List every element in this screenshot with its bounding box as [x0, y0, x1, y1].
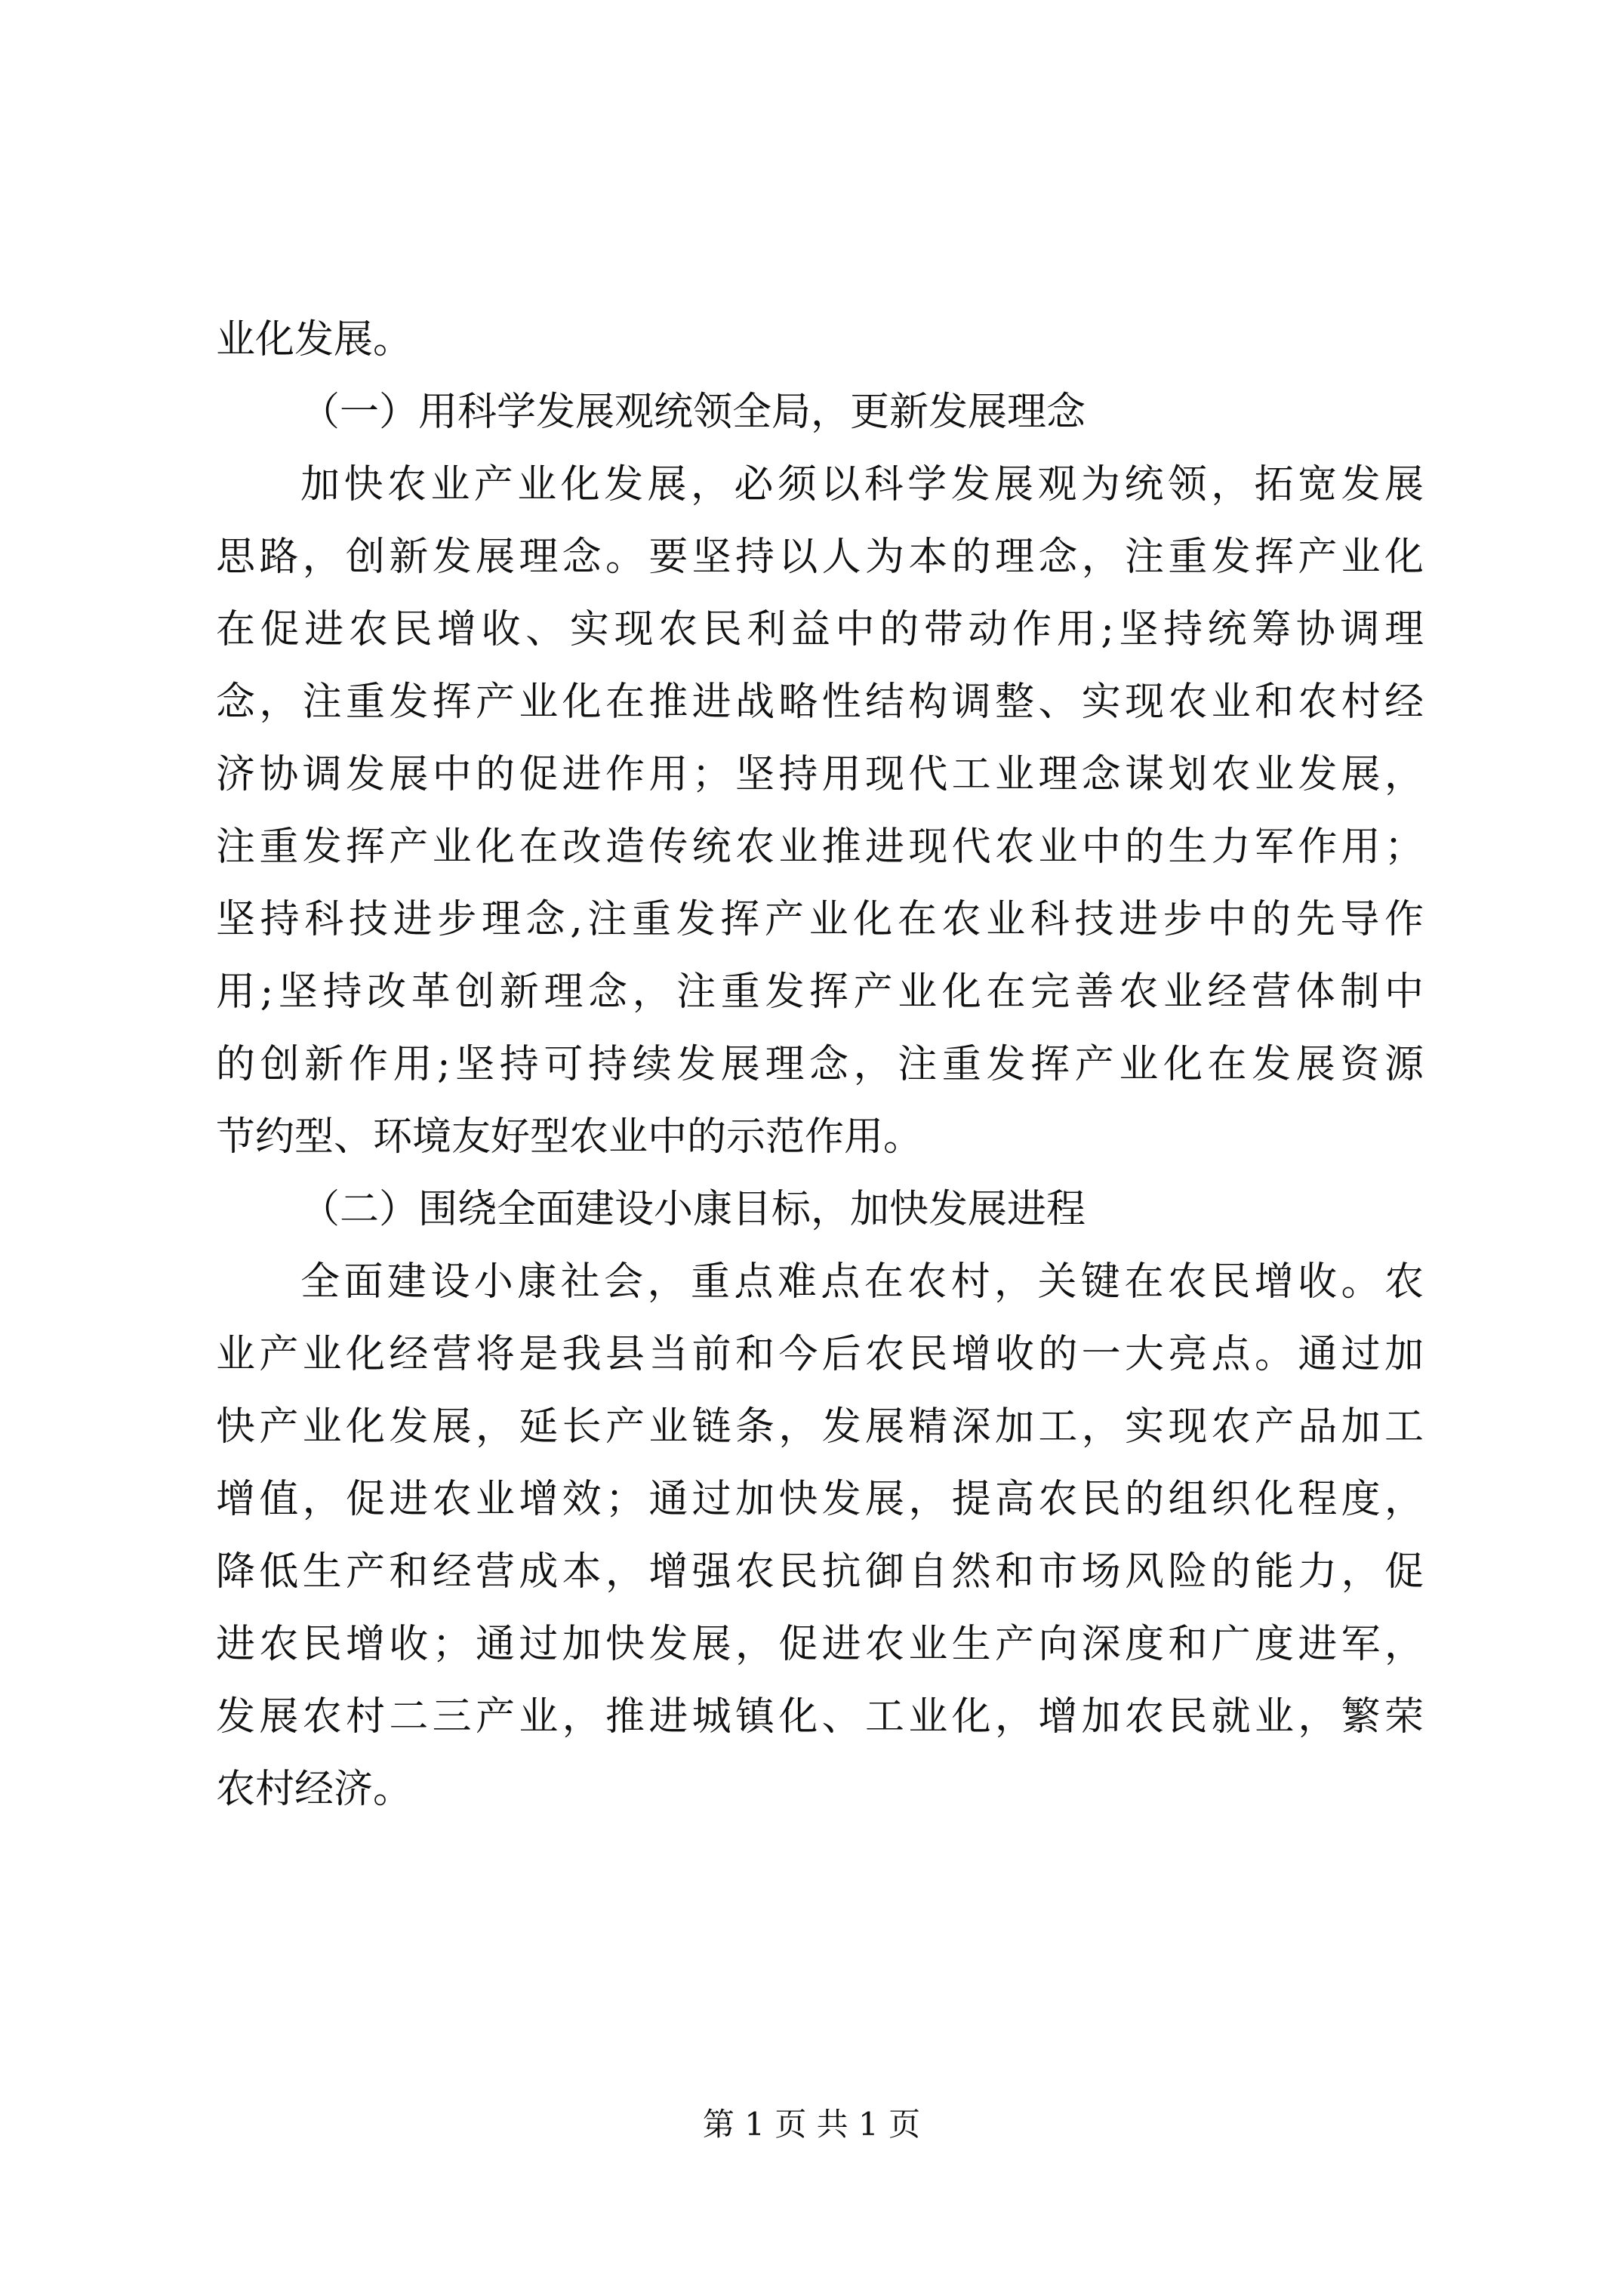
paragraph-line: 业化发展。: [216, 317, 413, 362]
paragraph-line: 济协调发展中的促进作用；坚持用现代工业理念谋划农业发展，: [216, 752, 1424, 797]
section-heading: （二）围绕全面建设小康目标，加快发展进程: [300, 1187, 1086, 1232]
paragraph-line: 用;坚持改革创新理念，注重发挥产业化在完善农业经营体制中: [216, 969, 1424, 1015]
section-heading: （一）用科学发展观统领全局，更新发展理念: [300, 390, 1086, 435]
paragraph-line: 增值，促进农业增效；通过加快发展，提高农民的组织化程度，: [216, 1477, 1424, 1522]
paragraph-line: 念，注重发挥产业化在推进战略性结构调整、实现农业和农村经: [216, 680, 1424, 725]
paragraph-line: 发展农村二三产业，推进城镇化、工业化，增加农民就业，繁荣: [216, 1694, 1424, 1740]
paragraph-line: 降低生产和经营成本，增强农民抗御自然和市场风险的能力，促: [216, 1549, 1424, 1595]
paragraph-line: 的创新作用;坚持可持续发展理念，注重发挥产业化在发展资源: [216, 1042, 1424, 1087]
paragraph-line: 全面建设小康社会，重点难点在农村，关键在农民增收。农: [300, 1259, 1424, 1305]
paragraph-line: 进农民增收；通过加快发展，促进农业生产向深度和广度进军，: [216, 1622, 1424, 1667]
paragraph-line: 加快农业产业化发展，必须以科学发展观为统领，拓宽发展: [300, 462, 1424, 507]
paragraph-line: 快产业化发展，延长产业链条，发展精深加工，实现农产品加工: [216, 1404, 1424, 1450]
paragraph-line: 业产业化经营将是我县当前和今后农民增收的一大亮点。通过加: [216, 1332, 1424, 1377]
paragraph-line: 坚持科技进步理念,注重发挥产业化在农业科技进步中的先导作: [216, 897, 1424, 942]
paragraph-line: 农村经济。: [216, 1767, 413, 1812]
page-number-footer: 第 1 页 共 1 页: [702, 2106, 921, 2143]
document-body: [216, 304, 1424, 1826]
paragraph-line: 注重发挥产业化在改造传统农业推进现代农业中的生力军作用；: [216, 824, 1424, 870]
paragraph-line: 在促进农民增收、实现农民利益中的带动作用;坚持统筹协调理: [216, 607, 1424, 652]
paragraph-line: 思路，创新发展理念。要坚持以人为本的理念，注重发挥产业化: [216, 535, 1424, 580]
paragraph-line: 节约型、环境友好型农业中的示范作用。: [216, 1114, 923, 1160]
